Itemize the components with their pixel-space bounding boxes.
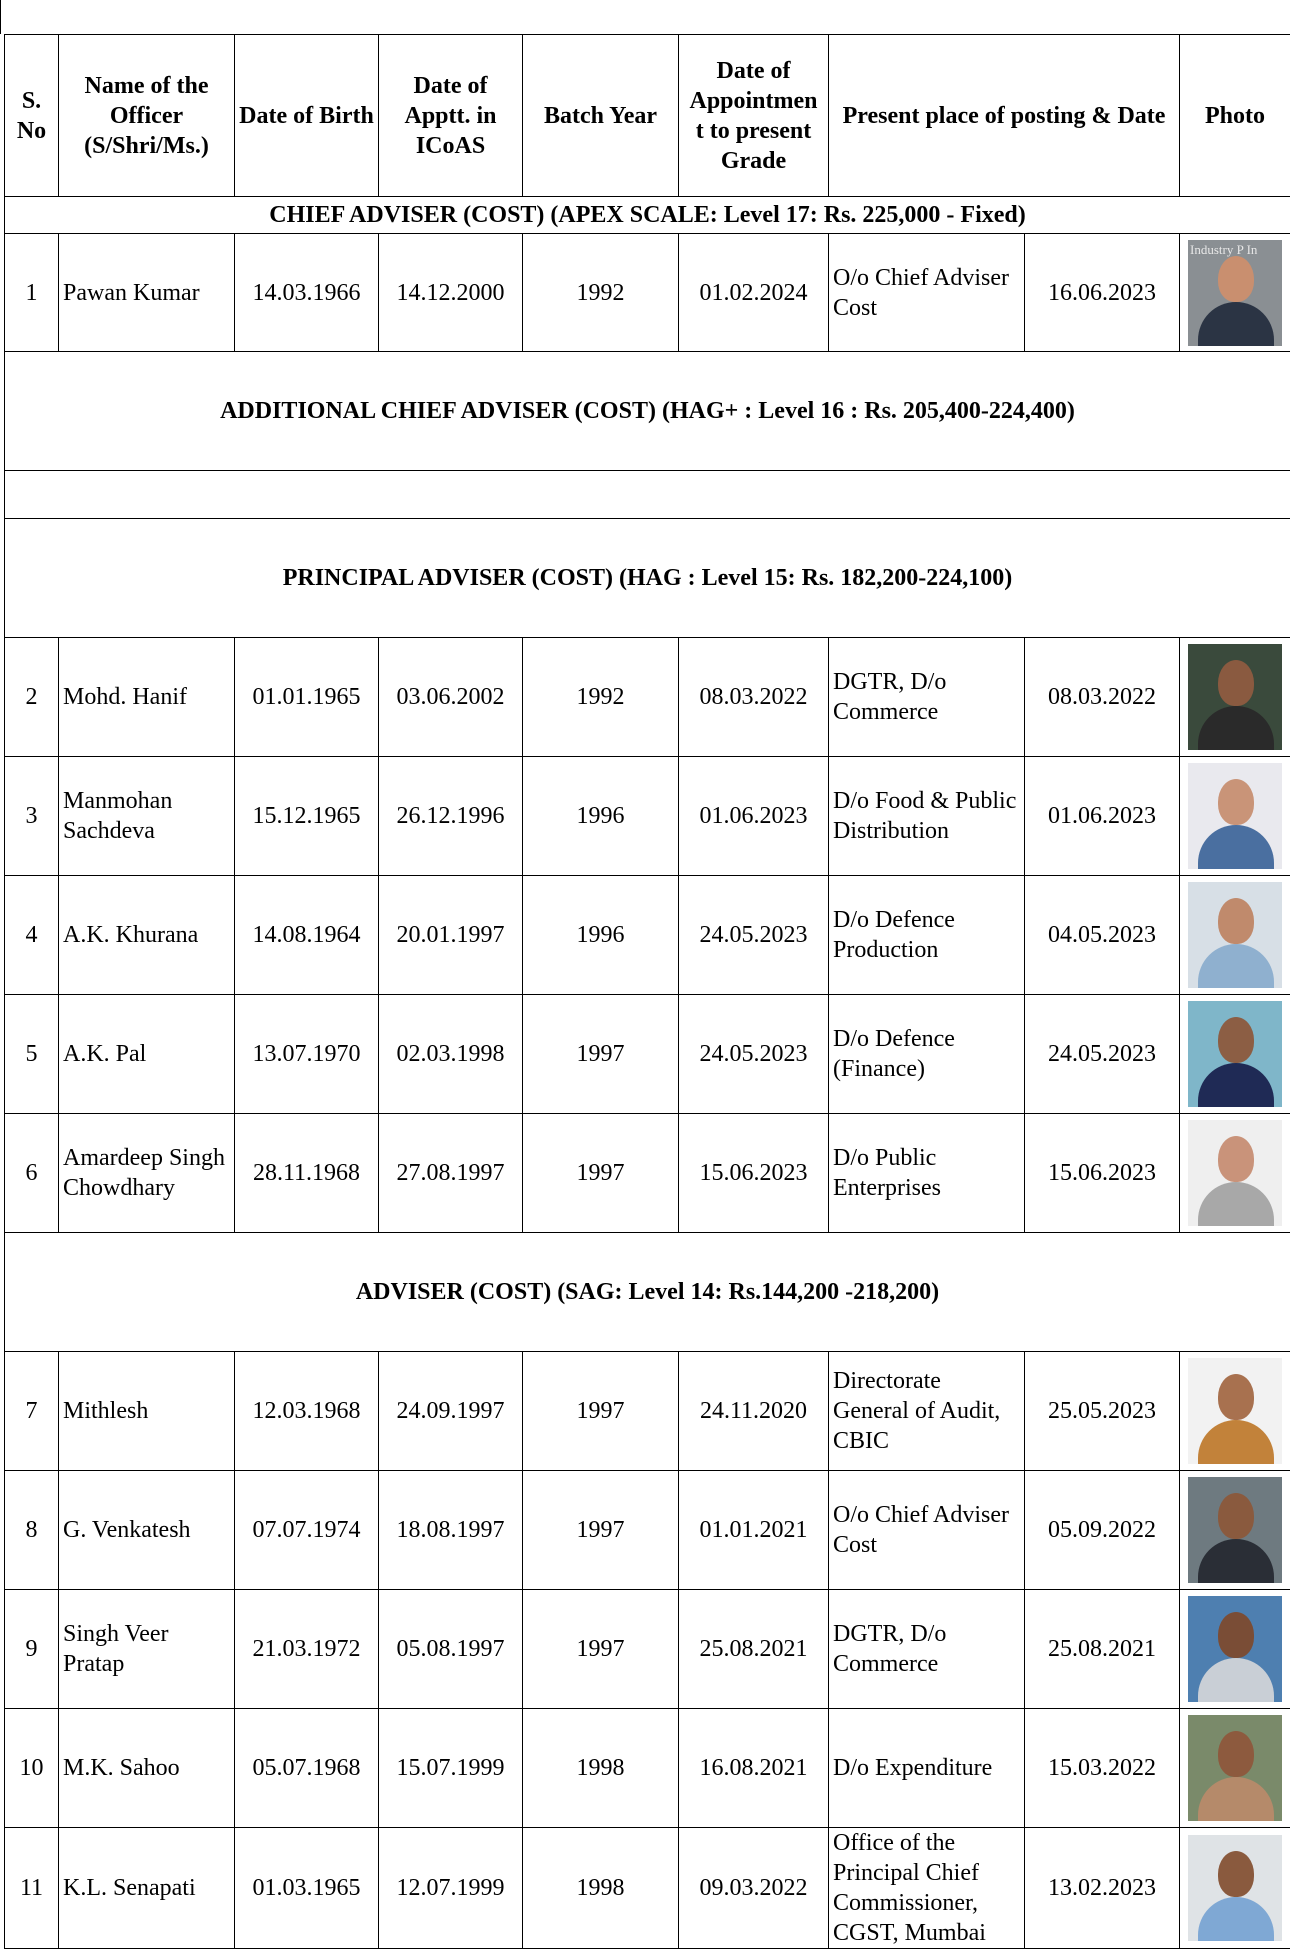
cell-date-appt-icoas: 24.09.1997 [379, 1352, 523, 1471]
cell-photo [1180, 1709, 1290, 1828]
header-posting: Present place of posting & Date [829, 35, 1180, 197]
section-title: ADVISER (COST) (SAG: Level 14: Rs.144,200 -218,200) [5, 1233, 1290, 1352]
cell-sno: 6 [5, 1114, 59, 1233]
cell-photo [1180, 757, 1290, 876]
officers-table [4, 34, 1290, 1949]
cell-batch-year: 1992 [523, 234, 679, 352]
cell-batch-year: 1996 [523, 757, 679, 876]
cell-officer-name: Amardeep Singh Chowdhary [59, 1114, 235, 1233]
cell-sno: 11 [5, 1828, 59, 1949]
cell-posting-date: 13.02.2023 [1025, 1828, 1180, 1949]
cell-batch-year: 1997 [523, 1352, 679, 1471]
officer-photo [1188, 1477, 1282, 1583]
photo-head [1218, 1136, 1254, 1182]
cell-date-appt-icoas: 05.08.1997 [379, 1590, 523, 1709]
header-name: Name of the Officer (S/Shri/Ms.) [59, 35, 235, 197]
cell-sno: 5 [5, 995, 59, 1114]
cell-posting-date: 15.03.2022 [1025, 1709, 1180, 1828]
cell-date-of-birth: 01.03.1965 [235, 1828, 379, 1949]
cell-sno: 7 [5, 1352, 59, 1471]
photo-head [1218, 1017, 1254, 1063]
cell-date-appt-grade: 16.08.2021 [679, 1709, 829, 1828]
cell-batch-year: 1997 [523, 1590, 679, 1709]
header-appt-grade: Date of Appointmen t to present Grade [679, 35, 829, 197]
cell-posting-place: D/o Food & Public Distribution [829, 757, 1025, 876]
cell-posting-date: 04.05.2023 [1025, 876, 1180, 995]
cell-date-appt-icoas: 15.07.1999 [379, 1709, 523, 1828]
cell-date-appt-icoas: 02.03.1998 [379, 995, 523, 1114]
photo-head [1218, 1851, 1254, 1897]
cell-date-of-birth: 12.03.1968 [235, 1352, 379, 1471]
cell-photo [1180, 995, 1290, 1114]
cell-officer-name: Singh Veer Pratap [59, 1590, 235, 1709]
cell-officer-name: Pawan Kumar [59, 234, 235, 352]
cell-officer-name: G. Venkatesh [59, 1471, 235, 1590]
section-title: ADDITIONAL CHIEF ADVISER (COST) (HAG+ : Level 16 : Rs. 205,400-224,400) [5, 352, 1290, 471]
cell-officer-name: M.K. Sahoo [59, 1709, 235, 1828]
empty-cell [5, 471, 1290, 519]
cell-date-appt-icoas: 20.01.1997 [379, 876, 523, 995]
cell-photo [1180, 1352, 1290, 1471]
photo-head [1218, 1731, 1254, 1777]
cell-date-of-birth: 13.07.1970 [235, 995, 379, 1114]
cell-batch-year: 1997 [523, 995, 679, 1114]
cell-date-appt-icoas: 18.08.1997 [379, 1471, 523, 1590]
cell-posting-date: 24.05.2023 [1025, 995, 1180, 1114]
section-row-adviser [5, 1233, 1290, 1352]
cell-posting-place: D/o Expenditure [829, 1709, 1025, 1828]
section-title: PRINCIPAL ADVISER (COST) (HAG : Level 15: Rs. 182,200-224,100) [5, 519, 1290, 638]
cell-date-of-birth: 01.01.1965 [235, 638, 379, 757]
table-row [5, 234, 1290, 352]
cell-photo [1180, 638, 1290, 757]
cell-posting-date: 01.06.2023 [1025, 757, 1180, 876]
header-batch: Batch Year [523, 35, 679, 197]
officer-photo [1188, 1835, 1282, 1941]
table-header-row [5, 35, 1290, 197]
cell-posting-place: D/o Public Enterprises [829, 1114, 1025, 1233]
officer-photo [1188, 1596, 1282, 1702]
table-row [5, 757, 1290, 876]
header-photo: Photo [1180, 35, 1290, 197]
cell-posting-date: 16.06.2023 [1025, 234, 1180, 352]
cell-photo [1180, 234, 1290, 352]
cell-officer-name: Mithlesh [59, 1352, 235, 1471]
table-row [5, 1709, 1290, 1828]
cell-photo [1180, 1471, 1290, 1590]
officer-photo [1188, 882, 1282, 988]
cell-date-appt-grade: 15.06.2023 [679, 1114, 829, 1233]
photo-head [1218, 1493, 1254, 1539]
cell-posting-place: Office of the Principal Chief Commissioner, CGST, Mumbai [829, 1828, 1025, 1949]
cell-batch-year: 1997 [523, 1471, 679, 1590]
photo-head [1218, 256, 1254, 302]
cell-posting-date: 15.06.2023 [1025, 1114, 1180, 1233]
photo-head [1218, 898, 1254, 944]
cell-posting-place: DGTR, D/o Commerce [829, 638, 1025, 757]
cell-date-of-birth: 14.08.1964 [235, 876, 379, 995]
cell-posting-date: 05.09.2022 [1025, 1471, 1180, 1590]
header-dob: Date of Birth [235, 35, 379, 197]
cell-batch-year: 1998 [523, 1828, 679, 1949]
cell-posting-place: D/o Defence (Finance) [829, 995, 1025, 1114]
cell-batch-year: 1998 [523, 1709, 679, 1828]
cell-posting-date: 25.08.2021 [1025, 1590, 1180, 1709]
table-row [5, 638, 1290, 757]
officer-photo [1188, 1001, 1282, 1107]
cell-date-appt-icoas: 14.12.2000 [379, 234, 523, 352]
table-row [5, 1590, 1290, 1709]
cell-date-of-birth: 15.12.1965 [235, 757, 379, 876]
cell-date-appt-grade: 01.06.2023 [679, 757, 829, 876]
empty-row [5, 471, 1290, 519]
cell-batch-year: 1992 [523, 638, 679, 757]
cell-date-appt-grade: 25.08.2021 [679, 1590, 829, 1709]
cell-sno: 9 [5, 1590, 59, 1709]
cell-officer-name: A.K. Pal [59, 995, 235, 1114]
cell-date-appt-icoas: 12.07.1999 [379, 1828, 523, 1949]
cell-date-appt-grade: 24.05.2023 [679, 995, 829, 1114]
cell-sno: 8 [5, 1471, 59, 1590]
table-row [5, 1471, 1290, 1590]
cell-date-of-birth: 28.11.1968 [235, 1114, 379, 1233]
section-row-additional [5, 352, 1290, 471]
cell-posting-place: D/o Defence Production [829, 876, 1025, 995]
cell-batch-year: 1997 [523, 1114, 679, 1233]
table-row [5, 1114, 1290, 1233]
cell-date-of-birth: 14.03.1966 [235, 234, 379, 352]
cell-date-appt-icoas: 27.08.1997 [379, 1114, 523, 1233]
cell-photo [1180, 1590, 1290, 1709]
cell-photo [1180, 1114, 1290, 1233]
cell-date-of-birth: 21.03.1972 [235, 1590, 379, 1709]
cell-posting-place: Directorate General of Audit, CBIC [829, 1352, 1025, 1471]
cell-date-of-birth: 05.07.1968 [235, 1709, 379, 1828]
photo-head [1218, 660, 1254, 706]
officer-photo [1188, 1120, 1282, 1226]
cell-date-appt-grade: 24.11.2020 [679, 1352, 829, 1471]
photo-head [1218, 1612, 1254, 1658]
section-row-chief [5, 197, 1290, 234]
cell-posting-place: DGTR, D/o Commerce [829, 1590, 1025, 1709]
cell-sno: 10 [5, 1709, 59, 1828]
cell-officer-name: Manmohan Sachdeva [59, 757, 235, 876]
cell-batch-year: 1996 [523, 876, 679, 995]
cell-date-appt-grade: 09.03.2022 [679, 1828, 829, 1949]
cell-date-appt-icoas: 03.06.2002 [379, 638, 523, 757]
cell-sno: 4 [5, 876, 59, 995]
page-top-margin [0, 0, 1290, 34]
photo-backdrop-text: Industry P In [1190, 242, 1280, 257]
officer-photo [1188, 1358, 1282, 1464]
cell-date-of-birth: 07.07.1974 [235, 1471, 379, 1590]
section-row-principal [5, 519, 1290, 638]
cell-posting-place: O/o Chief Adviser Cost [829, 234, 1025, 352]
photo-head [1218, 779, 1254, 825]
cell-posting-place: O/o Chief Adviser Cost [829, 1471, 1025, 1590]
photo-head [1218, 1374, 1254, 1420]
table-row [5, 995, 1290, 1114]
cell-posting-date: 08.03.2022 [1025, 638, 1180, 757]
cell-photo [1180, 1828, 1290, 1949]
officer-photo [1188, 240, 1282, 346]
cell-photo [1180, 876, 1290, 995]
cell-officer-name: K.L. Senapati [59, 1828, 235, 1949]
cell-date-appt-grade: 01.01.2021 [679, 1471, 829, 1590]
cell-officer-name: Mohd. Hanif [59, 638, 235, 757]
cell-date-appt-grade: 24.05.2023 [679, 876, 829, 995]
cell-date-appt-icoas: 26.12.1996 [379, 757, 523, 876]
header-sno: S. No [5, 35, 59, 197]
header-appt-icoas: Date of Apptt. in ICoAS [379, 35, 523, 197]
cell-date-appt-grade: 08.03.2022 [679, 638, 829, 757]
cell-sno: 1 [5, 234, 59, 352]
officer-photo [1188, 1715, 1282, 1821]
section-title: CHIEF ADVISER (COST) (APEX SCALE: Level 17: Rs. 225,000 - Fixed) [5, 197, 1290, 234]
cell-posting-date: 25.05.2023 [1025, 1352, 1180, 1471]
table-row [5, 1352, 1290, 1471]
cell-sno: 2 [5, 638, 59, 757]
cell-officer-name: A.K. Khurana [59, 876, 235, 995]
table-row [5, 1828, 1290, 1949]
officer-photo [1188, 763, 1282, 869]
cell-date-appt-grade: 01.02.2024 [679, 234, 829, 352]
table-row [5, 876, 1290, 995]
officer-photo [1188, 644, 1282, 750]
cell-sno: 3 [5, 757, 59, 876]
